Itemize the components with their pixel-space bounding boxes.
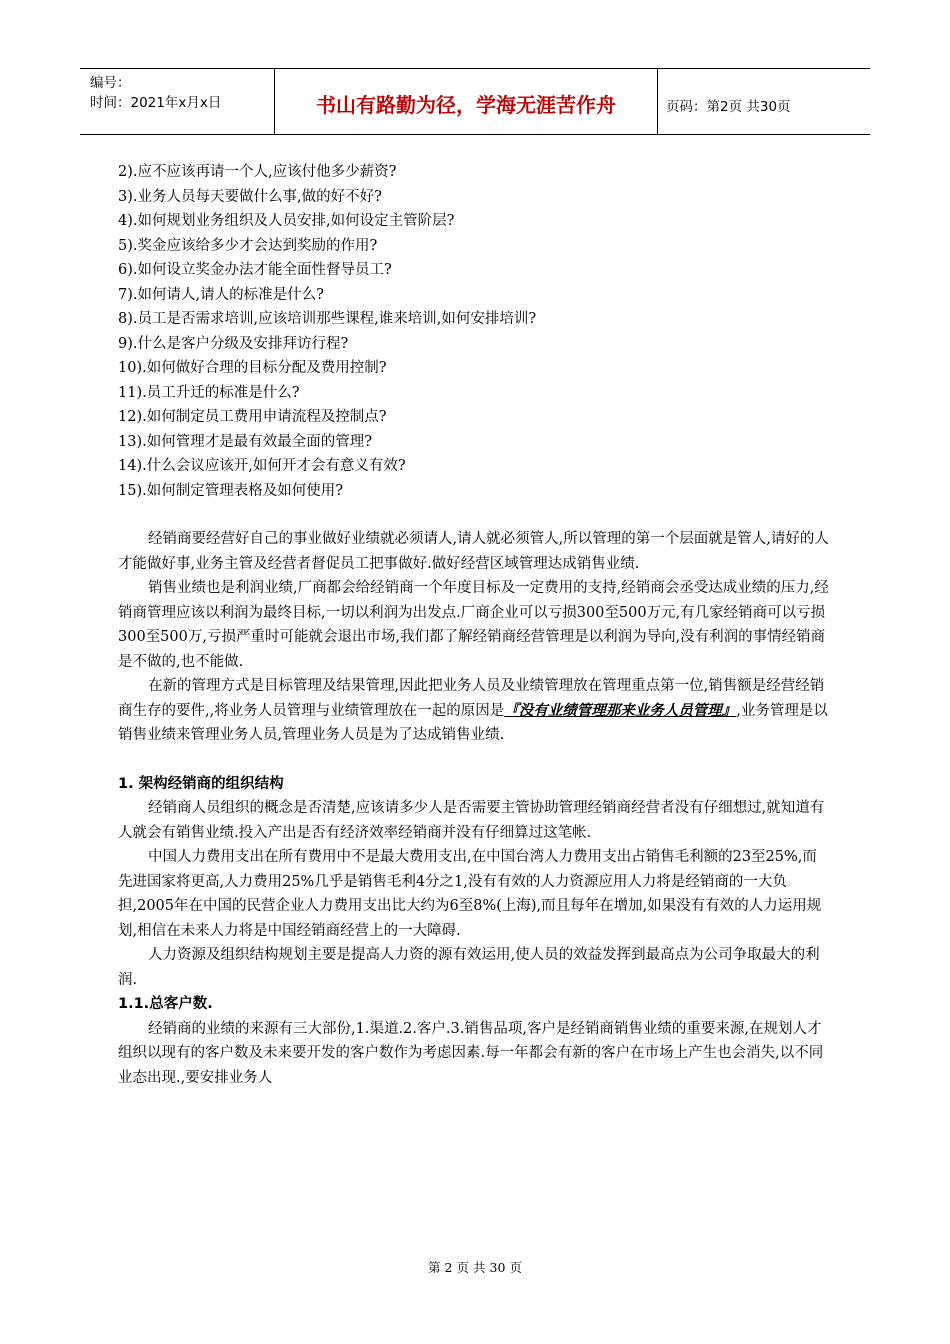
list-item: 9).什么是客户分级及安排拜访行程? [118, 335, 349, 352]
list-item: 2).应不应该再请一个人,应该付他多少薪资? [118, 164, 397, 180]
footer-total-pages: 30 [489, 1260, 506, 1275]
footer-text: 共 [473, 1260, 486, 1275]
paragraph [118, 674, 830, 748]
doc-time-label: 时间：2021年x月x日 [90, 95, 222, 111]
header-page-info: 页码：第2页 共30页 [666, 99, 791, 115]
paragraph-text: 在新的管理方式是目标管理及结果管理,因此把业务人员及业绩管理放在管理重点第一位,销售额是经营经销商生存的要件,,将业务人员管理与业绩管理放在一起的原因是 [118, 678, 825, 719]
footer-text: 页 [456, 1260, 470, 1275]
footer-page-number: 2 [444, 1260, 453, 1275]
paragraph: 经销商要经营好自己的事业做好业绩就必须请人,请人就必须管人,所以管理的第一个层面就是管人,请好的人才能做好事,业务主管及经营者督促员工把事做好.做好经营区域管理达成销售业绩. [118, 531, 829, 572]
list-item: 3).业务人员每天要做什么事,做的好不好? [118, 188, 382, 205]
list-item: 14).什么会议应该开,如何开才会有意义有效? [118, 458, 406, 474]
list-item: 12).如何制定员工费用申请流程及控制点? [118, 409, 387, 425]
list-item: 13).如何管理才是最有效最全面的管理? [118, 433, 372, 450]
section-heading: 1. 架构经销商的组织结构 [118, 775, 284, 792]
paragraph: 经销商的业绩的来源有三大部份,1.渠道.2.客户.3.销售品项,客户是经销商销售业绩的重要来源,在规划人才组织以现有的客户数及未来要开发的客户数作为考虑因素.每一年都会有新的客户在市场上产生也会消失,以不同业态出现.,要安排业务人 [118, 1020, 824, 1086]
emphasis-quote: 『没有业绩管理那来业务人员管理』 [504, 702, 737, 719]
document-body [118, 160, 830, 1090]
paragraph: 人力资源及组织结构规划主要是提高人力资的源有效运用,使人员的效益发挥到最高点为公司争取最大的利润. [118, 947, 820, 988]
list-item: 4).如何规划业务组织及人员安排,如何设定主管阶层? [118, 213, 455, 229]
subsection-heading: 1.1.总客户数. [118, 996, 213, 1012]
list-item: 8).员工是否需求培训,应该培训那些课程,谁来培训,如何安排培训? [118, 311, 537, 327]
doc-number-label: 编号： [90, 75, 131, 91]
paragraph: 销售业绩也是利润业绩,厂商都会给经销商一个年度目标及一定费用的支持,经销商会丞受达成业绩的压力,经销商管理应该以利润为最终目标,一切以利润为出发点.厂商企业可以亏损300至500万元,有几家经销商可以亏损300至500万,亏损严重时可能就会退出市场,我们都了解经销商经营管理是以利润为导向,没有利润的事情经销商是不做的,也不能做. [118, 580, 829, 670]
spacer [118, 503, 830, 527]
footer-text: 第 [428, 1260, 441, 1275]
spacer [118, 748, 830, 772]
list-item: 11).员工升迁的标准是什么? [118, 384, 300, 401]
paragraph: 中国人力费用支出在所有费用中不是最大费用支出,在中国台湾人力费用支出占销售毛利额的23至25%,而先进国家将更高,人力费用25%几乎是销售毛利4分之1,没有有效的人力资源应用人力将是经销商的一大负担,2005年在中国的民营企业人力费用支出比大约为6至8%(上海),而且每年在增加,如果没有有效的人力运用规划,相信在未来人力将是中国经销商经营上的一大障碍. [118, 849, 822, 939]
list-item: 5).奖金应该给多少才会达到奖励的作用? [118, 237, 378, 254]
footer-text: 页 [509, 1260, 522, 1275]
page-footer [0, 1258, 950, 1276]
paragraph: 经销商人员组织的概念是否清楚,应该请多少人是否需要主管协助管理经销商经营者没有仔细想过,就知道有人就会有销售业绩.投入产出是否有经济效率经销商并没有仔细算过这笔帐. [118, 800, 825, 841]
list-item: 15).如何制定管理表格及如何使用? [118, 482, 343, 499]
paragraph-text: ,业务管理是以销售业绩来管理业务人员,管理业务人员是为了达成销售业绩. [118, 702, 828, 743]
header-left [90, 73, 221, 113]
list-item: 6).如何设立奖金办法才能全面性督导员工? [118, 262, 392, 278]
header-divider [657, 69, 658, 134]
page-header [80, 68, 870, 135]
list-item: 7).如何请人,请人的标准是什么? [118, 286, 324, 303]
question-list [118, 160, 830, 503]
header-motto: 书山有路勤为径，学海无涯苦作舟 [316, 93, 616, 117]
list-item: 10).如何做好合理的目标分配及费用控制? [118, 360, 387, 376]
